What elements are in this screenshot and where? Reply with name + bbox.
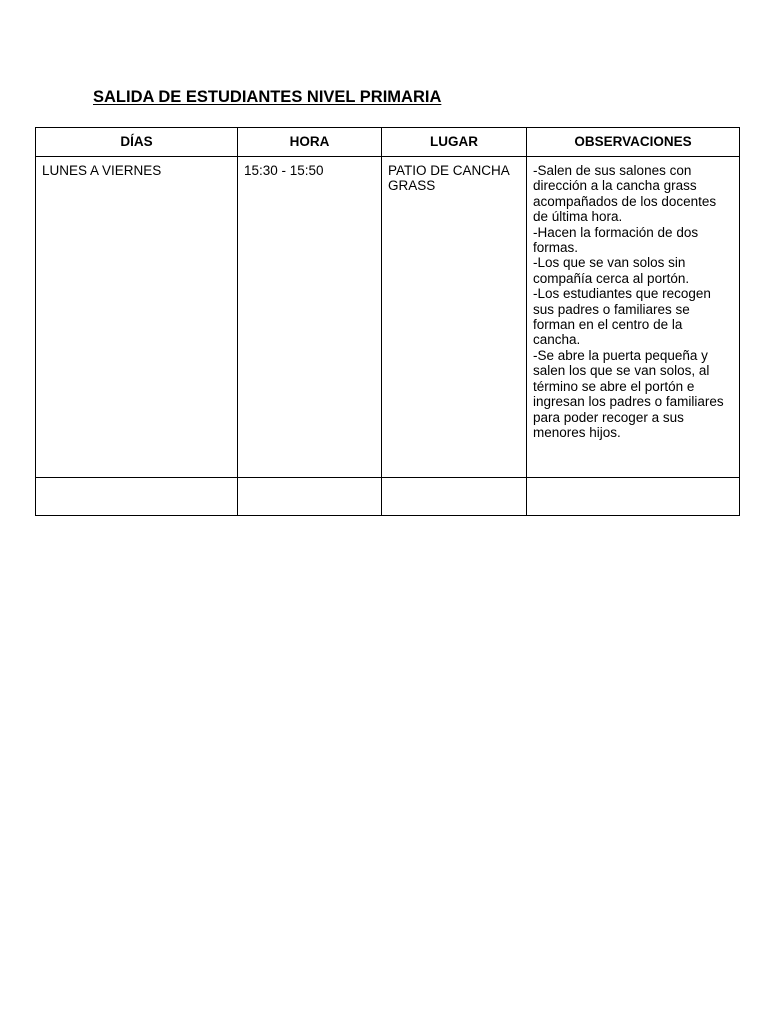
document-title: SALIDA DE ESTUDIANTES NIVEL PRIMARIA — [93, 88, 442, 106]
observation-item: -Los que se van solos sin compañía cerca al portón. — [533, 255, 690, 286]
column-header-observaciones: OBSERVACIONES — [527, 128, 740, 157]
cell-observaciones — [527, 157, 740, 478]
cell-lugar: PATIO DE CANCHA GRASS — [382, 157, 527, 478]
observation-item: -Salen de sus salones con dirección a la cancha grass acompañados de los docentes de última hora. — [533, 163, 717, 225]
cell-hora — [238, 478, 382, 516]
column-header-dias: DÍAS — [36, 128, 238, 157]
cell-observaciones — [527, 478, 740, 516]
observation-item: -Hacen la formación de dos formas. — [533, 224, 699, 256]
cell-dias: LUNES A VIERNES — [36, 157, 238, 478]
observation-item: -Los estudiantes que recogen sus padres o familiares se forman en el centro de la cancha. — [533, 286, 711, 348]
cell-lugar — [382, 478, 527, 516]
column-header-lugar: LUGAR — [382, 128, 527, 157]
table-row — [36, 157, 740, 478]
table-row-empty — [36, 478, 740, 516]
schedule-table — [35, 127, 740, 516]
table-header-row — [36, 128, 740, 157]
column-header-hora: HORA — [238, 128, 382, 157]
cell-dias — [36, 478, 238, 516]
observation-item: -Se abre la puerta pequeña y salen los que se van solos, al término se abre el portón e ingresan los padres o familiares para poder recoger a sus menores hijos. — [533, 347, 724, 440]
cell-hora: 15:30 - 15:50 — [238, 157, 382, 478]
